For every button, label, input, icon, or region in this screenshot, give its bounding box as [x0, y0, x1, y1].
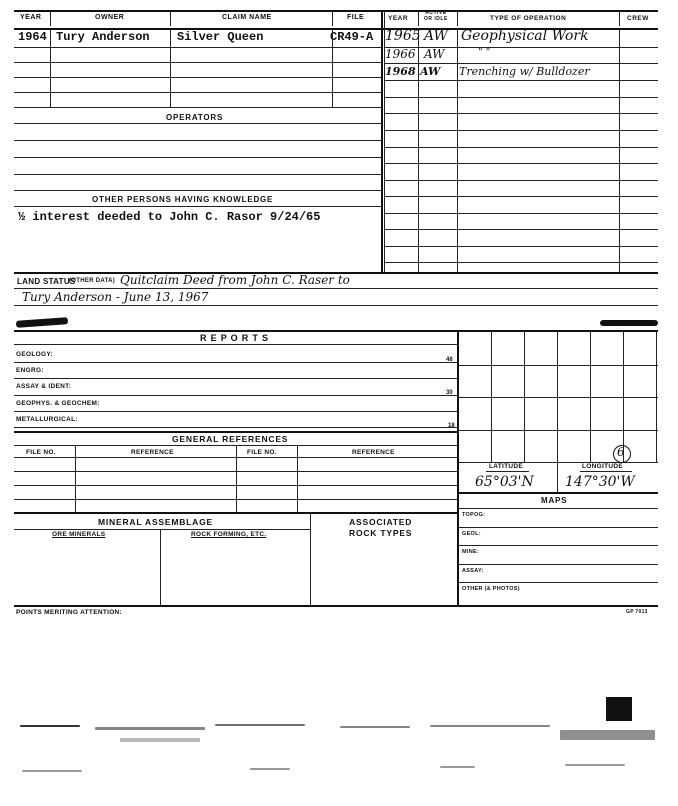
ref-col-reference: REFERENCE — [131, 449, 174, 456]
row-line — [384, 97, 658, 98]
header-owner: OWNER — [95, 14, 125, 21]
row-line — [14, 378, 457, 379]
row-line — [459, 545, 658, 546]
longitude-value: 147°30'W — [565, 474, 635, 490]
divider — [50, 12, 51, 26]
top-border — [14, 10, 658, 12]
rock-forming-label: ROCK FORMING, ETC. — [191, 531, 267, 538]
scan-artifact — [560, 730, 655, 740]
circled-marker — [613, 445, 631, 463]
ore-minerals-label: ORE MINERALS — [52, 531, 106, 538]
divider — [457, 12, 458, 26]
maps-title: MAPS — [541, 496, 568, 505]
operation-status: AW — [420, 65, 441, 78]
row-line — [14, 411, 457, 412]
scan-artifact — [120, 738, 200, 742]
lower-table-bottom-border — [14, 605, 658, 607]
row-line — [459, 508, 658, 509]
row-line — [14, 123, 381, 124]
divider — [418, 28, 419, 272]
grid-number: 18 — [448, 423, 455, 429]
operation-type: Trenching w/ Bulldozer — [459, 65, 590, 78]
row-line — [14, 157, 381, 158]
divider — [332, 12, 333, 26]
divider — [236, 445, 237, 512]
other-persons-entry: ½ interest deeded to John C. Rasor 9/24/65 — [18, 210, 321, 224]
map-topog: TOPOG: — [462, 512, 486, 518]
scan-artifact — [340, 726, 410, 728]
row-line — [14, 362, 457, 363]
claim-year: 1964 — [18, 30, 47, 44]
grid-line — [459, 430, 658, 431]
operation-type: Geophysical Work — [461, 28, 589, 44]
row-line — [384, 80, 658, 81]
divider — [557, 462, 558, 492]
header-claim-name: CLAIM NAME — [222, 14, 272, 21]
grid-number: 30 — [446, 390, 453, 396]
divider — [332, 30, 333, 108]
divider — [75, 445, 76, 512]
row-line — [14, 92, 381, 93]
ink-smudge — [16, 317, 68, 328]
row-line — [14, 427, 457, 428]
row-line — [384, 147, 658, 148]
scan-artifact — [430, 725, 550, 727]
divider — [160, 529, 161, 605]
operation-status: AW — [424, 47, 445, 61]
row-line — [14, 190, 381, 191]
maps-top-border — [459, 492, 658, 494]
divider — [619, 12, 620, 26]
associated-rock-types: ASSOCIATED ROCK TYPES — [349, 517, 413, 538]
general-references-top-border — [14, 431, 457, 433]
mineral-assemblage-title: MINERAL ASSEMBLAGE — [98, 517, 213, 527]
operation-year: 1968 — [385, 65, 416, 78]
scan-artifact — [215, 724, 305, 726]
row-line — [14, 529, 310, 530]
general-references-title: GENERAL REFERENCES — [172, 434, 289, 444]
row-line — [14, 206, 381, 207]
header-year: YEAR — [20, 14, 42, 21]
row-line — [384, 246, 658, 247]
header-type-of-operation: TYPE OF OPERATION — [490, 15, 567, 22]
ref-col-file-no: FILE NO. — [26, 449, 56, 456]
map-other: OTHER (& PHOTOS) — [462, 586, 520, 592]
ref-col-file-no-2: FILE NO. — [247, 449, 277, 456]
land-status-line-2: Tury Anderson - June 13, 1967 — [22, 290, 209, 304]
row-line — [384, 163, 658, 164]
row-line — [14, 140, 381, 141]
report-engrg: ENGRG: — [16, 367, 44, 374]
land-status-line-1: Quitclaim Deed from John C. Raser to — [120, 273, 350, 287]
report-geology: GEOLOGY: — [16, 351, 53, 358]
divider — [50, 30, 51, 108]
map-assay: ASSAY: — [462, 568, 484, 574]
row-line — [384, 196, 658, 197]
row-line — [14, 305, 658, 306]
scan-artifact — [606, 697, 632, 721]
row-line — [14, 288, 658, 289]
operation-type: " " — [478, 47, 491, 58]
other-persons-title: OTHER PERSONS HAVING KNOWLEDGE — [92, 195, 274, 204]
form-number: GP 7013 — [626, 609, 648, 615]
scan-artifact — [22, 770, 82, 772]
row-line — [459, 564, 658, 565]
longitude-label: LONGITUDE — [582, 463, 623, 470]
operation-year: 1966 — [385, 47, 416, 61]
land-status-label: LAND STATUS — [17, 277, 76, 286]
row-line — [14, 107, 381, 108]
mineral-top-border — [14, 512, 457, 514]
header-crew: CREW — [627, 15, 649, 22]
row-line — [384, 262, 658, 263]
divider — [297, 445, 298, 512]
row-line — [459, 527, 658, 528]
row-line — [384, 63, 658, 64]
points-meriting-attention: POINTS MERITING ATTENTION: — [16, 609, 123, 616]
report-geophys: GEOPHYS. & GEOCHEM: — [16, 400, 100, 407]
row-line — [14, 395, 457, 396]
header-active-or-idle: ACTIVE OR IDLE — [424, 10, 448, 22]
ref-col-reference-2: REFERENCE — [352, 449, 395, 456]
reports-title: R E P O R T S — [200, 333, 269, 343]
operators-title: OPERATORS — [166, 113, 224, 122]
row-line — [14, 77, 381, 78]
row-line — [459, 582, 658, 583]
land-status-sublabel: (OTHER DATA) — [69, 278, 116, 284]
map-mine: MINE: — [462, 549, 480, 555]
row-line — [384, 113, 658, 114]
divider — [619, 28, 620, 272]
row-line — [384, 213, 658, 214]
header-file: FILE — [347, 14, 365, 21]
scan-artifact — [95, 727, 205, 730]
grid-number: 48 — [446, 357, 453, 363]
row-line — [384, 180, 658, 181]
divider — [418, 12, 419, 26]
report-metallurgical: METALLURGICAL: — [16, 416, 78, 423]
scan-artifact — [20, 725, 80, 727]
row-line — [14, 174, 381, 175]
scan-artifact — [565, 764, 625, 766]
row-line — [384, 130, 658, 131]
operation-status: AW — [424, 28, 448, 44]
report-assay: ASSAY & IDENT: — [16, 383, 72, 390]
scan-artifact — [250, 768, 290, 770]
scan-artifact — [440, 766, 475, 768]
row-line — [384, 47, 658, 48]
latitude-label: LATITUDE — [489, 463, 524, 470]
row-line — [14, 62, 381, 63]
main-divider — [381, 10, 383, 272]
map-geol: GEOL: — [462, 531, 481, 537]
operation-year: 1965 — [385, 28, 421, 44]
header-year-2: YEAR — [388, 15, 409, 22]
divider — [170, 12, 171, 26]
grid-line — [459, 365, 658, 366]
reports-top-border — [14, 330, 658, 332]
divider — [310, 512, 311, 605]
divider — [457, 28, 458, 272]
underline — [580, 471, 632, 472]
claim-name: Silver Queen — [177, 30, 264, 44]
circled-number: 6 — [617, 445, 625, 459]
grid-line — [459, 397, 658, 398]
ink-smudge — [600, 320, 658, 326]
claim-owner: Tury Anderson — [56, 30, 150, 44]
row-line — [14, 47, 381, 48]
claim-file: CR49-A — [330, 30, 374, 44]
row-line — [14, 344, 457, 345]
row-line — [384, 229, 658, 230]
divider — [170, 30, 171, 108]
underline — [486, 471, 529, 472]
latitude-value: 65°03'N — [475, 474, 534, 490]
